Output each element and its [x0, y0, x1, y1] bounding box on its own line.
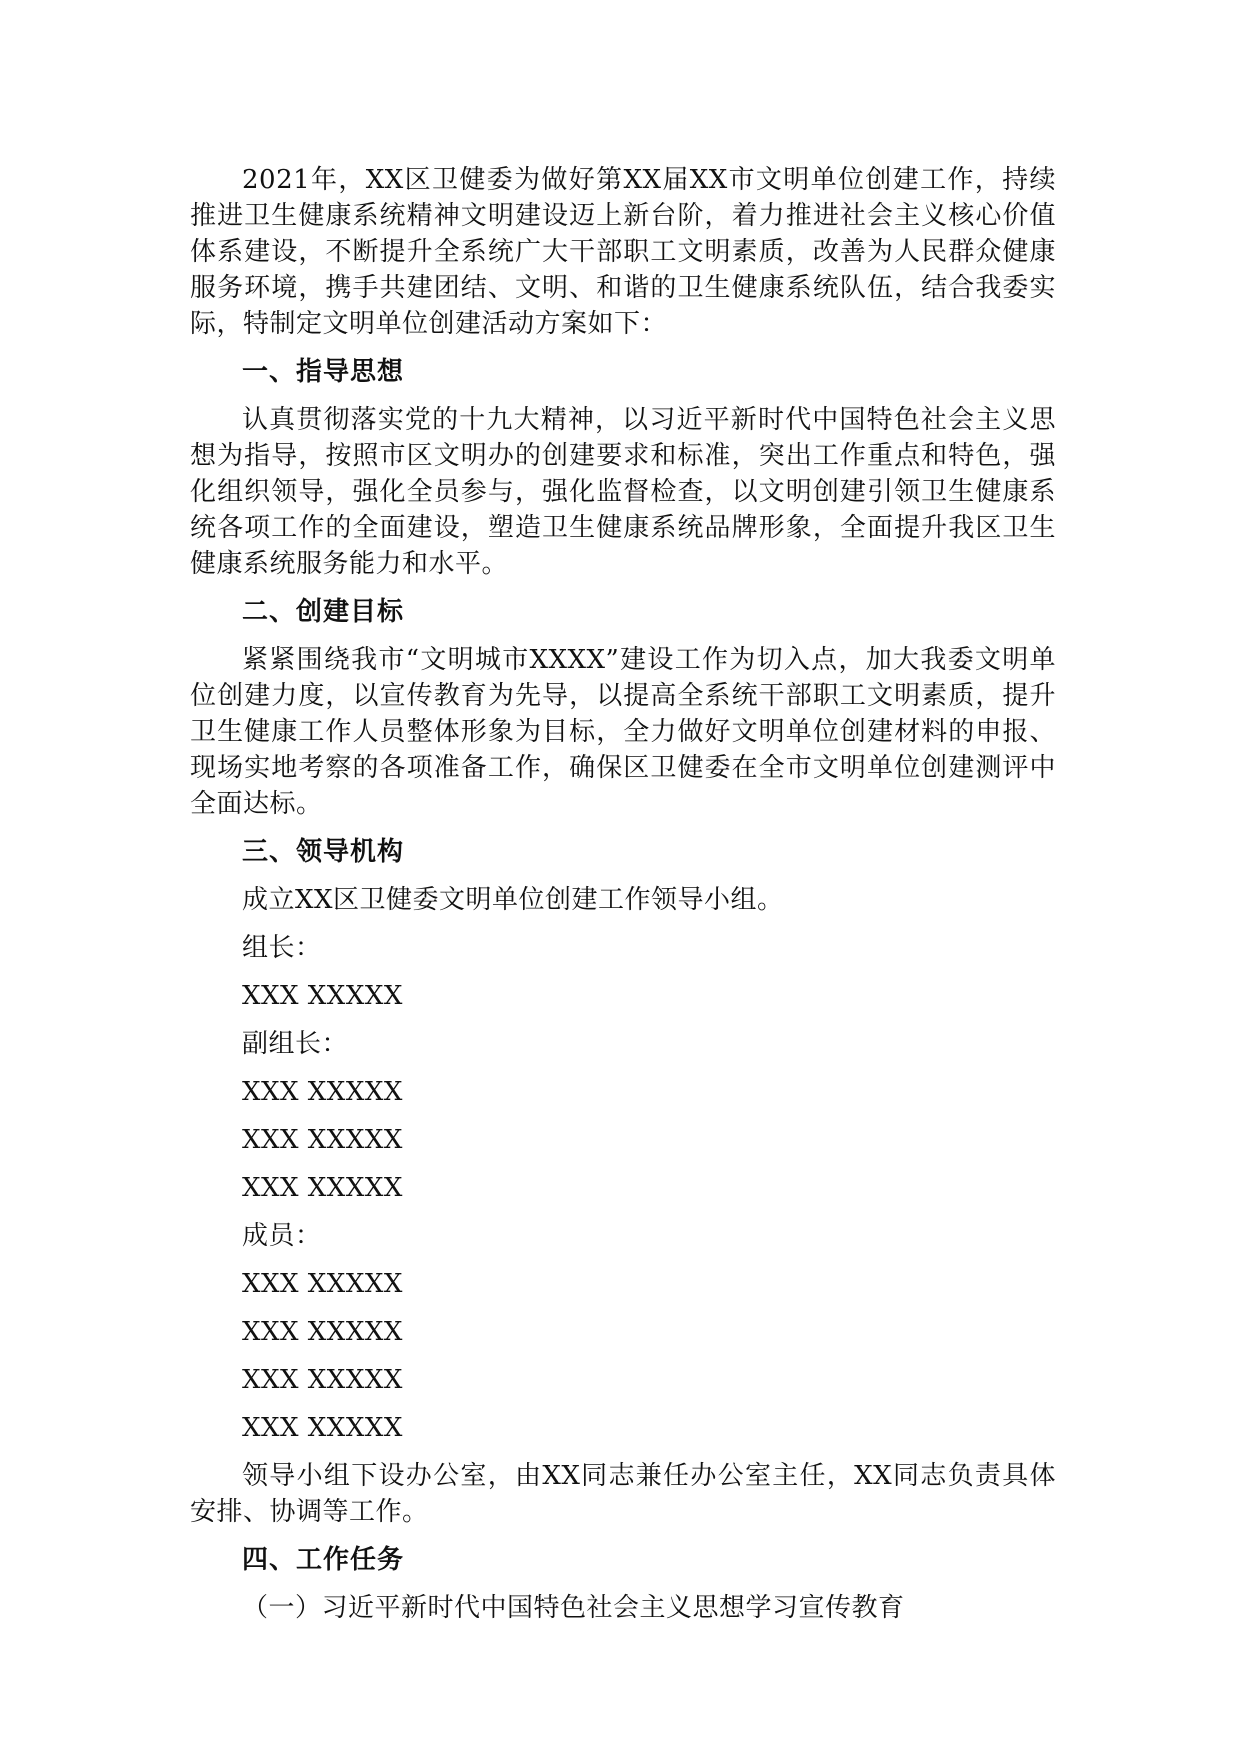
- section-heading-leadership: 三、领导机构: [242, 837, 405, 867]
- task-subheading-1: （一）习近平新时代中国特色社会主义思想学习宣传教育: [242, 1593, 905, 1623]
- deputy-label: 副组长：: [242, 1029, 349, 1059]
- member-name: XXX XXXXX: [242, 1269, 403, 1299]
- members-label: 成员：: [242, 1221, 322, 1251]
- member-name: XXX XXXXX: [242, 1365, 403, 1395]
- deputy-name: XXX XXXXX: [242, 1077, 403, 1107]
- section-heading-goals: 二、创建目标: [242, 597, 405, 627]
- leader-label: 组长：: [242, 933, 322, 963]
- leadership-intro: 成立XX区卫健委文明单位创建工作领导小组。: [242, 885, 784, 915]
- guiding-thought-paragraph: 认真贯彻落实党的十九大精神，以习近平新时代中国特色社会主义思想为指导，按照市区文明办的创建要求和标准，突出工作重点和特色，强化组织领导，强化全员参与，强化监督检查，以文明创建引领卫生健康系统各项工作的全面建设，塑造卫生健康系统品牌形象，全面提升我区卫生健康系统服务能力和水平。: [190, 405, 1056, 579]
- deputy-name: XXX XXXXX: [242, 1125, 403, 1155]
- document-body: [190, 162, 1056, 1638]
- office-paragraph: 领导小组下设办公室，由XX同志兼任办公室主任，XX同志负责具体安排、协调等工作。: [190, 1461, 1056, 1527]
- member-name: XXX XXXXX: [242, 1317, 403, 1347]
- intro-paragraph: 2021年，XX区卫健委为做好第XX届XX市文明单位创建工作，持续推进卫生健康系统精神文明建设迈上新台阶，着力推进社会主义核心价值体系建设，不断提升全系统广大干部职工文明素质，改善为人民群众健康服务环境，携手共建团结、文明、和谐的卫生健康系统队伍，结合我委实际，特制定文明单位创建活动方案如下：: [190, 165, 1056, 339]
- section-heading-guiding-thought: 一、指导思想: [242, 357, 405, 387]
- deputy-name: XXX XXXXX: [242, 1173, 403, 1203]
- goals-paragraph: 紧紧围绕我市“文明城市XXXX”建设工作为切入点，加大我委文明单位创建力度，以宣传教育为先导，以提高全系统干部职工文明素质，提升卫生健康工作人员整体形象为目标，全力做好文明单位创建材料的申报、现场实地考察的各项准备工作，确保区卫健委在全市文明单位创建测评中全面达标。: [190, 645, 1056, 819]
- leader-name: XXX XXXXX: [242, 981, 403, 1011]
- member-name: XXX XXXXX: [242, 1413, 403, 1443]
- section-heading-tasks: 四、工作任务: [242, 1545, 405, 1575]
